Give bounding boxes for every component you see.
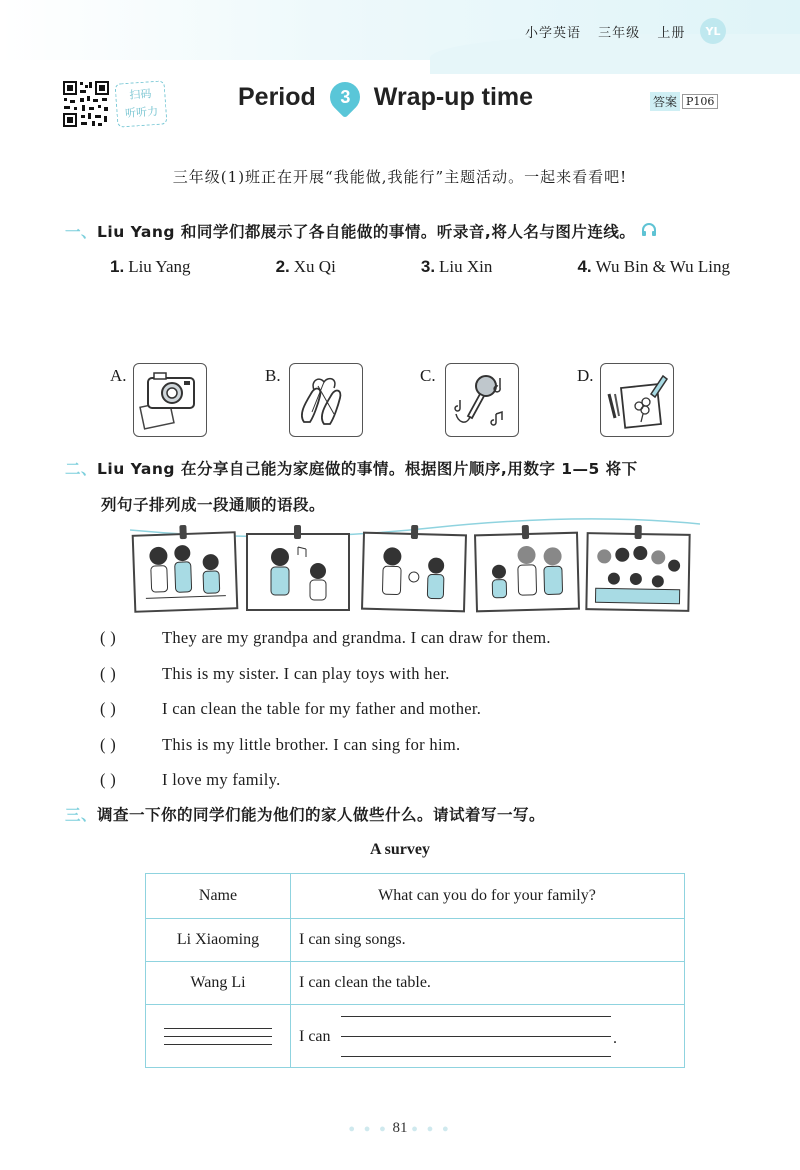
section2-instruction (65, 451, 638, 523)
sentence-item-1 (100, 628, 551, 648)
table-header-row (146, 874, 685, 919)
grade-label: 三年级 (598, 26, 641, 41)
title-name: Wrap-up time (373, 82, 534, 111)
item-number: 2. (275, 257, 290, 276)
section2-number: 二、 (65, 460, 98, 478)
family-photo-3 (361, 532, 467, 613)
picture-label-a: A. (110, 366, 127, 385)
family-photo-2 (246, 533, 350, 611)
book-info (525, 22, 697, 41)
family-photo-4 (474, 532, 580, 613)
table-row (146, 919, 685, 962)
cell-name: Wang Li (146, 962, 291, 1005)
sentence-item-3 (100, 699, 481, 719)
answer-blank[interactable]: ( ) (100, 664, 117, 683)
survey-table (145, 873, 685, 1068)
cell-answer: I can clean the table. (291, 962, 685, 1005)
decorative-dots-left: ● ● ● (348, 1123, 389, 1135)
family-photo-5 (585, 532, 690, 612)
answer-label: 答案 (650, 92, 680, 111)
section2-text-line1: Liu Yang 在分享自己能为家庭做的事情。根据图片顺序,用数字 1—5 将下 (97, 460, 638, 478)
drawing-pencil-icon[interactable] (600, 363, 674, 437)
name-list (110, 257, 730, 277)
picture-label-c: C. (420, 366, 436, 385)
list-item (276, 257, 336, 277)
person-name: Wu Bin & Wu Ling (595, 257, 730, 276)
volume-label: 上册 (657, 26, 686, 41)
answer-blank[interactable]: ( ) (100, 699, 117, 718)
sentence-text: This is my sister. I can play toys with her. (162, 664, 450, 683)
answer-write-lines[interactable] (299, 1010, 683, 1062)
qr-code-icon[interactable] (62, 80, 110, 128)
item-number: 3. (420, 257, 436, 276)
answer-blank[interactable]: ( ) (100, 770, 117, 789)
name-write-lines[interactable] (147, 1028, 289, 1045)
section2-text-line2: 列句子排列成一段通顺的语段。 (101, 496, 326, 514)
sentence-text: They are my grandpa and grandma. I can draw for them. (162, 628, 551, 647)
section3-number: 三、 (65, 806, 98, 824)
decorative-dots-right: ● ● ● (411, 1123, 452, 1135)
answer-blank[interactable]: ( ) (100, 628, 117, 647)
item-number: 1. (110, 257, 125, 276)
person-name: Liu Yang (128, 257, 191, 276)
scan-label-line1: 扫码 (128, 87, 152, 102)
page-title (238, 82, 533, 112)
table-row (146, 962, 685, 1005)
ballet-shoes-icon[interactable] (289, 363, 363, 437)
blank-answer-cell[interactable] (291, 1005, 685, 1068)
section1-number: 一、 (65, 223, 98, 241)
section2-line1 (65, 451, 638, 487)
answer-blank[interactable]: ( ) (100, 735, 117, 754)
title-prefix: Period (238, 82, 316, 111)
headphone-icon[interactable] (641, 222, 657, 241)
intro-text: 三年级(1)班正在开展“我能做,我能行”主题活动。一起来看看吧! (172, 168, 628, 186)
sentence-item-5 (100, 770, 281, 790)
period-mark: . (613, 1030, 617, 1047)
period-number-badge (324, 76, 366, 118)
sentence-item-4 (100, 735, 460, 755)
person-name: Liu Xin (439, 257, 493, 276)
sentence-text: This is my little brother. I can sing for him. (162, 735, 461, 754)
section1-text: Liu Yang 和同学们都展示了各自能做的事情。听录音,将人名与图片连线。 (97, 223, 636, 241)
page-number: 81 (392, 1120, 408, 1136)
sentence-item-2 (100, 664, 450, 684)
family-photo-1 (132, 531, 239, 613)
sentence-text: I love my family. (162, 770, 281, 789)
period-number: 3 (339, 86, 350, 107)
answer-page: P106 (682, 94, 718, 109)
column-header-answer: What can you do for your family? (291, 874, 685, 919)
i-can-prefix: I can (299, 1028, 331, 1045)
scan-to-listen-label (115, 80, 168, 127)
section3-text: 调查一下你的同学们能为他们的家人做些什么。请试着写一写。 (97, 806, 546, 824)
item-number: 4. (577, 257, 592, 276)
table-row-blank (146, 1005, 685, 1068)
list-item (421, 257, 493, 277)
section1-instruction (65, 220, 657, 242)
subject-label: 小学英语 (525, 26, 582, 41)
list-item (110, 257, 191, 277)
column-header-name: Name (146, 874, 291, 919)
person-name: Xu Qi (293, 257, 336, 276)
section3-instruction (65, 803, 545, 825)
sentence-text: I can clean the table for my father and mother. (162, 699, 482, 718)
list-item (577, 257, 730, 277)
publisher-badge: YL (700, 18, 726, 44)
cell-name: Li Xiaoming (146, 919, 291, 962)
survey-title: A survey (370, 841, 430, 858)
camera-icon[interactable] (133, 363, 207, 437)
picture-label-d: D. (577, 366, 594, 385)
cell-answer: I can sing songs. (291, 919, 685, 962)
blank-name-cell[interactable] (146, 1005, 291, 1068)
microphone-icon[interactable] (445, 363, 519, 437)
answer-reference (650, 92, 718, 111)
page-number-area (0, 1120, 800, 1137)
scan-label-line2: 听听力 (124, 104, 159, 121)
picture-label-b: B. (265, 366, 281, 385)
